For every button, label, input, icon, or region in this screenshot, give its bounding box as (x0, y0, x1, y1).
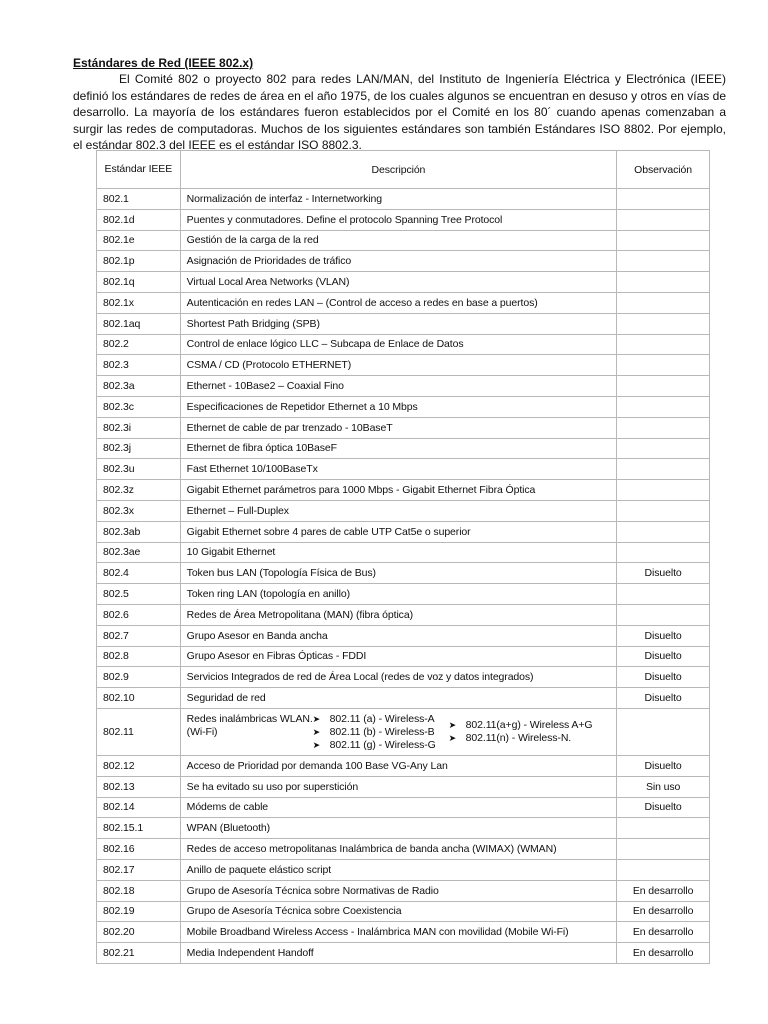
cell-standard: 802.1p (97, 251, 181, 272)
table-row (97, 859, 710, 880)
table-row (97, 922, 710, 943)
cell-description: Ethernet de fibra óptica 10BaseF (180, 438, 617, 459)
cell-standard: 802.1e (97, 230, 181, 251)
cell-standard: 802.3x (97, 500, 181, 521)
table-row (97, 880, 710, 901)
cell-standard: 802.8 (97, 646, 181, 667)
table-row (97, 189, 710, 210)
cell-observation (617, 818, 710, 839)
table-row (97, 901, 710, 922)
cell-observation: En desarrollo (617, 943, 710, 964)
cell-standard: 802.3j (97, 438, 181, 459)
cell-standard: 802.14 (97, 797, 181, 818)
cell-observation (617, 417, 710, 438)
table-row (97, 542, 710, 563)
table-row (97, 646, 710, 667)
page-title: Estándares de Red (IEEE 802.x) (73, 56, 254, 70)
cell-standard: 802.1x (97, 292, 181, 313)
table-row (97, 480, 710, 501)
cell-observation (617, 708, 710, 755)
wifi-variant-list (449, 719, 593, 745)
table-header-row (97, 151, 710, 189)
cell-observation: En desarrollo (617, 880, 710, 901)
cell-observation: En desarrollo (617, 901, 710, 922)
cell-description: Especificaciones de Repetidor Ethernet a 10 Mbps (180, 396, 617, 417)
cell-observation (617, 272, 710, 293)
cell-observation (617, 521, 710, 542)
cell-observation (617, 859, 710, 880)
cell-standard: 802.17 (97, 859, 181, 880)
table-row (97, 839, 710, 860)
wifi-variant-label: 802.11 (b) - Wireless-B (329, 725, 435, 738)
table-row (97, 625, 710, 646)
wifi-variant-item (313, 739, 436, 752)
cell-observation: Disuelto (617, 688, 710, 709)
wifi-description (187, 713, 313, 739)
cell-observation (617, 334, 710, 355)
table-row (97, 818, 710, 839)
cell-observation (617, 438, 710, 459)
cell-description: Media Independent Handoff (180, 943, 617, 964)
table-body (97, 189, 710, 964)
cell-standard: 802.3z (97, 480, 181, 501)
cell-standard: 802.7 (97, 625, 181, 646)
cell-standard: 802.18 (97, 880, 181, 901)
cell-standard: 802.13 (97, 776, 181, 797)
cell-observation: Disuelto (617, 563, 710, 584)
cell-description (180, 708, 617, 755)
arrowhead-bullet-icon: ➤ (312, 726, 321, 737)
cell-observation (617, 251, 710, 272)
header-standard: Estándar IEEE (97, 151, 181, 189)
cell-description: Grupo Asesor en Banda ancha (180, 625, 617, 646)
cell-description: Virtual Local Area Networks (VLAN) (180, 272, 617, 293)
table-row (97, 209, 710, 230)
cell-description: Módems de cable (180, 797, 617, 818)
cell-standard: 802.19 (97, 901, 181, 922)
wifi-variant-item (313, 713, 436, 726)
cell-standard: 802.3ab (97, 521, 181, 542)
table-row (97, 292, 710, 313)
wifi-variant-item (449, 732, 593, 745)
cell-standard: 802.3ae (97, 542, 181, 563)
cell-description: Mobile Broadband Wireless Access - Inalámbrica MAN con movilidad (Mobile Wi-Fi) (180, 922, 617, 943)
cell-standard: 802.15.1 (97, 818, 181, 839)
table-row (97, 313, 710, 334)
cell-standard: 802.3u (97, 459, 181, 480)
cell-description: Token ring LAN (topología en anillo) (180, 584, 617, 605)
table-row (97, 230, 710, 251)
cell-description: Fast Ethernet 10/100BaseTx (180, 459, 617, 480)
cell-observation (617, 313, 710, 334)
cell-standard: 802.3a (97, 376, 181, 397)
cell-description: CSMA / CD (Protocolo ETHERNET) (180, 355, 617, 376)
cell-observation (617, 189, 710, 210)
cell-description: Token bus LAN (Topología Física de Bus) (180, 563, 617, 584)
cell-observation (617, 500, 710, 521)
table-row (97, 563, 710, 584)
cell-observation (617, 542, 710, 563)
cell-standard: 802.1aq (97, 313, 181, 334)
cell-observation: Disuelto (617, 755, 710, 776)
cell-observation (617, 396, 710, 417)
cell-description: Gestión de la carga de la red (180, 230, 617, 251)
wifi-variant-label: 802.11(a+g) - Wireless A+G (465, 718, 593, 731)
table-row (97, 776, 710, 797)
cell-standard: 802.12 (97, 755, 181, 776)
table-row (97, 251, 710, 272)
table-row (97, 755, 710, 776)
cell-standard: 802.9 (97, 667, 181, 688)
intro-text: El Comité 802 o proyecto 802 para redes LAN/MAN, del Instituto de Ingeniería Eléctrica y Electrónica (IEEE) definió los estándares de redes de área en el año 1975, de los cuales algunos se encuentran en desuso y otros en vías de desarrollo. La mayoría de los estándares fueron establecidos por el Comité en los 80´ cuando apenas comenzaban a surgir las redes de computadoras. Muchos de los siguientes estándares son también Estándares ISO 8802. Por ejemplo, el estándar 802.3 del IEEE es el estándar ISO 8802.3. (73, 72, 726, 152)
cell-description: Gigabit Ethernet parámetros para 1000 Mbps - Gigabit Ethernet Fibra Óptica (180, 480, 617, 501)
table-row (97, 376, 710, 397)
arrowhead-bullet-icon: ➤ (448, 732, 457, 743)
wifi-description-line: (Wi-Fi) (186, 725, 218, 738)
cell-observation: En desarrollo (617, 922, 710, 943)
cell-standard: 802.21 (97, 943, 181, 964)
cell-description: 10 Gigabit Ethernet (180, 542, 617, 563)
intro-paragraph (73, 71, 726, 154)
table-row (97, 438, 710, 459)
wifi-description-line: Redes inalámbricas WLAN. (186, 712, 313, 725)
wifi-description-block (187, 710, 611, 754)
table-row (97, 667, 710, 688)
cell-description: WPAN (Bluetooth) (180, 818, 617, 839)
wifi-variant-label: 802.11 (a) - Wireless-A (329, 712, 435, 725)
cell-standard: 802.16 (97, 839, 181, 860)
cell-standard: 802.2 (97, 334, 181, 355)
table-row (97, 396, 710, 417)
header-description: Descripción (180, 151, 617, 189)
cell-standard: 802.11 (97, 708, 181, 755)
cell-description: Asignación de Prioridades de tráfico (180, 251, 617, 272)
cell-standard: 802.3i (97, 417, 181, 438)
cell-description: Acceso de Prioridad por demanda 100 Base VG-Any Lan (180, 755, 617, 776)
cell-description: Grupo de Asesoría Técnica sobre Coexistencia (180, 901, 617, 922)
arrowhead-bullet-icon: ➤ (312, 739, 321, 750)
table-row (97, 584, 710, 605)
cell-observation (617, 459, 710, 480)
cell-observation: Disuelto (617, 646, 710, 667)
table-row (97, 521, 710, 542)
header-observation: Observación (617, 151, 710, 189)
cell-standard: 802.1q (97, 272, 181, 293)
wifi-variant-item (449, 719, 593, 732)
cell-description: Se ha evitado su uso por superstición (180, 776, 617, 797)
standards-table (96, 150, 710, 964)
cell-standard: 802.3c (97, 396, 181, 417)
cell-observation (617, 584, 710, 605)
cell-standard: 802.5 (97, 584, 181, 605)
wifi-variant-item (313, 726, 436, 739)
cell-description: Normalización de interfaz - Internetworking (180, 189, 617, 210)
cell-description: Seguridad de red (180, 688, 617, 709)
table-row (97, 459, 710, 480)
table-row (97, 334, 710, 355)
cell-observation: Disuelto (617, 667, 710, 688)
cell-observation: Disuelto (617, 625, 710, 646)
cell-standard: 802.1 (97, 189, 181, 210)
table-row (97, 272, 710, 293)
cell-description: Grupo Asesor en Fibras Ópticas - FDDI (180, 646, 617, 667)
table-row (97, 604, 710, 625)
cell-description: Gigabit Ethernet sobre 4 pares de cable UTP Cat5e o superior (180, 521, 617, 542)
table-row (97, 417, 710, 438)
cell-observation (617, 376, 710, 397)
wifi-variant-list (313, 713, 436, 752)
table-row (97, 688, 710, 709)
cell-description: Ethernet – Full-Duplex (180, 500, 617, 521)
cell-observation (617, 604, 710, 625)
cell-standard: 802.10 (97, 688, 181, 709)
cell-observation (617, 292, 710, 313)
cell-observation (617, 209, 710, 230)
cell-observation (617, 355, 710, 376)
cell-description: Servicios Integrados de red de Área Local (redes de voz y datos integrados) (180, 667, 617, 688)
cell-observation (617, 839, 710, 860)
cell-standard: 802.6 (97, 604, 181, 625)
cell-description: Redes de acceso metropolitanas Inalámbrica de banda ancha (WIMAX) (WMAN) (180, 839, 617, 860)
cell-observation (617, 480, 710, 501)
cell-description: Grupo de Asesoría Técnica sobre Normativas de Radio (180, 880, 617, 901)
arrowhead-bullet-icon: ➤ (448, 719, 457, 730)
table-row (97, 500, 710, 521)
arrowhead-bullet-icon: ➤ (312, 713, 321, 724)
cell-description: Ethernet - 10Base2 – Coaxial Fino (180, 376, 617, 397)
cell-description: Anillo de paquete elástico script (180, 859, 617, 880)
cell-standard: 802.3 (97, 355, 181, 376)
wifi-variant-label: 802.11 (g) - Wireless-G (329, 738, 436, 751)
table-row (97, 943, 710, 964)
cell-standard: 802.20 (97, 922, 181, 943)
cell-observation: Disuelto (617, 797, 710, 818)
cell-standard: 802.1d (97, 209, 181, 230)
cell-description: Ethernet de cable de par trenzado - 10BaseT (180, 417, 617, 438)
cell-description: Autenticación en redes LAN – (Control de acceso a redes en base a puertos) (180, 292, 617, 313)
cell-description: Redes de Área Metropolitana (MAN) (fibra óptica) (180, 604, 617, 625)
table-row (97, 355, 710, 376)
wifi-variant-label: 802.11(n) - Wireless-N. (465, 731, 572, 744)
table-row (97, 797, 710, 818)
cell-description: Control de enlace lógico LLC – Subcapa de Enlace de Datos (180, 334, 617, 355)
cell-standard: 802.4 (97, 563, 181, 584)
cell-description: Shortest Path Bridging (SPB) (180, 313, 617, 334)
cell-observation (617, 230, 710, 251)
cell-description: Puentes y conmutadores. Define el protocolo Spanning Tree Protocol (180, 209, 617, 230)
table-row-wifi (97, 708, 710, 755)
cell-observation: Sin uso (617, 776, 710, 797)
